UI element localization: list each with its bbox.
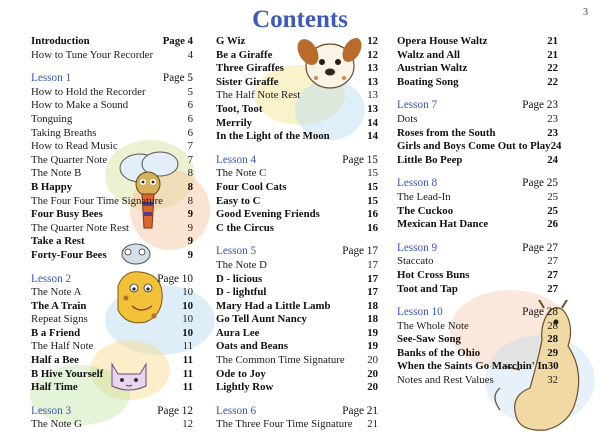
toc-spacer	[216, 144, 378, 154]
toc-entry-page: 15	[367, 180, 378, 193]
toc-entry-title: The Half Note	[31, 340, 94, 353]
lesson-heading	[31, 405, 193, 419]
lesson-heading	[216, 245, 378, 259]
toc-entry-title: The Common Time Signature	[216, 354, 345, 367]
toc-entry-page: 15	[367, 194, 378, 207]
toc-entry-page: 9	[187, 248, 193, 261]
toc-entry	[216, 181, 378, 195]
toc-entry-page: 20	[367, 367, 378, 380]
toc-entry	[31, 354, 193, 368]
toc-entry-page: 10	[182, 313, 193, 326]
toc-spacer	[216, 395, 378, 405]
toc-entry-title: Oats and Beans	[216, 340, 288, 353]
toc-entry-title: Lesson 5	[216, 245, 257, 258]
toc-entry-title: B Happy	[31, 180, 73, 193]
toc-entry-page: 19	[367, 326, 378, 339]
toc-entry-title: Easy to C	[216, 194, 261, 207]
toc-entry-title: Hot Cross Buns	[397, 268, 470, 281]
toc-entry	[397, 283, 558, 297]
page-number: 3	[583, 7, 588, 18]
toc-entry-title: Roses from the South	[397, 126, 496, 139]
toc-entry-page: 7	[187, 153, 193, 166]
toc-entry-title: The Quarter Note Rest	[31, 221, 130, 234]
toc-entry	[31, 286, 193, 300]
toc-entry-page: 11	[182, 381, 193, 394]
toc-entry-title: Boating Song	[397, 75, 459, 88]
toc-entry-title: Take a Rest	[31, 235, 85, 248]
toc-column-3	[397, 35, 562, 388]
toc-entry	[397, 374, 558, 388]
toc-entry-title: When the Saints Go Marchin' In	[397, 360, 548, 373]
toc-entry-page: 6	[187, 112, 193, 125]
toc-entry-title: Four Busy Bees	[31, 208, 103, 221]
toc-entry	[397, 205, 558, 219]
lesson-heading	[216, 154, 378, 168]
toc-entry-page: 8	[187, 180, 193, 193]
toc-entry-page: 10	[182, 286, 193, 299]
toc-entry	[31, 113, 193, 127]
toc-entry-page: 23	[547, 112, 558, 125]
toc-spacer	[31, 263, 193, 273]
toc-entry-page: 14	[367, 130, 378, 143]
toc-entry	[216, 49, 378, 63]
toc-entry-title: Staccato	[397, 255, 434, 268]
toc-entry-page: 10	[182, 326, 193, 339]
toc-entry-title: Lesson 4	[216, 153, 257, 166]
toc-entry-page: 25	[547, 190, 558, 203]
toc-entry	[31, 300, 193, 314]
toc-entry	[397, 333, 558, 347]
toc-entry-page: 25	[547, 204, 558, 217]
toc-entry	[397, 62, 558, 76]
toc-entry	[397, 255, 558, 269]
toc-entry-title: D - licious	[216, 272, 263, 285]
toc-entry-title: D - lightful	[216, 286, 267, 299]
toc-entry-title: Good Evening Friends	[216, 208, 320, 221]
toc-entry-title: The Quarter Note	[31, 153, 108, 166]
toc-entry-page: 30	[547, 360, 559, 373]
toc-entry	[216, 273, 378, 287]
toc-entry	[216, 286, 378, 300]
toc-entry-page: 21	[547, 48, 558, 61]
toc-entry-title: The Half Note Rest	[216, 89, 301, 102]
toc-entry-title: B Hive Yourself	[31, 367, 104, 380]
toc-entry-page: 21	[547, 35, 558, 47]
toc-entry-title: Half Time	[31, 381, 78, 394]
toc-entry-page: 16	[367, 221, 378, 234]
toc-entry-title: The Note B	[31, 167, 82, 180]
toc-entry	[216, 167, 378, 181]
toc-entry	[397, 360, 558, 374]
toc-entry-title: Lesson 6	[216, 404, 257, 417]
toc-entry-page: 24	[547, 153, 558, 166]
toc-entry-title: The A Train	[31, 299, 87, 312]
toc-entry	[31, 99, 193, 113]
lesson-heading	[31, 273, 193, 287]
toc-entry	[397, 154, 558, 168]
toc-entry-page: 6	[187, 99, 193, 112]
toc-entry	[31, 167, 193, 181]
toc-entry-title: Half a Bee	[31, 354, 79, 367]
toc-entry-page: Page 17	[342, 245, 378, 258]
toc-entry-title: Repeat Signs	[31, 313, 88, 326]
toc-entry-title: The Three Four Time Signature	[216, 418, 353, 431]
toc-entry-page: 27	[547, 255, 558, 268]
toc-entry	[216, 340, 378, 354]
toc-entry-title: Merrily	[216, 116, 252, 129]
toc-entry	[216, 130, 378, 144]
toc-entry-title: Taking Breaths	[31, 126, 97, 139]
toc-entry-title: Lesson 8	[397, 177, 438, 190]
toc-entry-page: Page 28	[522, 306, 558, 319]
toc-entry-page: Page 25	[522, 177, 558, 190]
toc-entry	[397, 269, 558, 283]
toc-entry-title: In the Light of the Moon	[216, 130, 330, 143]
toc-entry-page: 6	[187, 126, 193, 139]
toc-entry-page: 10	[182, 299, 193, 312]
lesson-heading	[216, 405, 378, 419]
toc-entry	[397, 76, 558, 90]
toc-entry-page: 29	[547, 346, 558, 359]
toc-entry-title: The Four Four Time Signature	[31, 194, 163, 207]
toc-column-2	[216, 35, 378, 432]
toc-entry-title: Aura Lee	[216, 326, 260, 339]
toc-entry	[397, 140, 562, 154]
toc-entry-title: Introduction	[31, 35, 90, 47]
toc-entry-title: Opera House Waltz	[397, 35, 488, 47]
toc-entry-page: 13	[367, 89, 378, 102]
toc-entry-page: 11	[182, 340, 193, 353]
toc-entry-page: Page 10	[157, 272, 193, 285]
toc-entry-page: 12	[367, 48, 378, 61]
toc-entry-title: Sister Giraffe	[216, 75, 279, 88]
toc-entry	[216, 222, 378, 236]
toc-spacer	[397, 232, 558, 242]
toc-entry-title: How to Hold the Recorder	[31, 85, 146, 98]
toc-entry	[31, 249, 193, 263]
toc-entry-page: 22	[547, 62, 558, 75]
toc-entry-title: Four Cool Cats	[216, 180, 287, 193]
toc-entry	[397, 218, 558, 232]
lesson-heading	[397, 242, 558, 256]
toc-entry-page: 13	[367, 102, 378, 115]
toc-entry	[216, 381, 378, 395]
toc-entry-title: C the Circus	[216, 221, 274, 234]
toc-entry-page: 32	[547, 374, 558, 387]
toc-entry-page: 24	[550, 140, 562, 153]
toc-entry-page: 20	[367, 381, 378, 394]
lesson-heading	[31, 72, 193, 86]
toc-entry-page: Page 5	[162, 72, 193, 85]
toc-entry-page: Page 21	[342, 404, 378, 417]
toc-entry	[397, 347, 558, 361]
lesson-heading	[397, 99, 558, 113]
toc-entry-page: 9	[187, 235, 193, 248]
toc-entry-page: 9	[187, 221, 193, 234]
toc-entry-title: Lightly Row	[216, 381, 274, 394]
toc-entry	[31, 327, 193, 341]
page-title: Contents	[252, 6, 348, 33]
toc-entry-title: Banks of the Ohio	[397, 346, 481, 359]
toc-entry	[31, 127, 193, 141]
toc-entry-title: Notes and Rest Values	[397, 374, 494, 387]
toc-entry	[31, 49, 193, 63]
toc-column-1	[31, 35, 193, 432]
toc-entry-page: 15	[367, 167, 378, 180]
toc-entry-page: 21	[367, 418, 378, 431]
toc-entry-page: 28	[547, 319, 558, 332]
toc-entry	[31, 235, 193, 249]
toc-entry-page: 18	[367, 313, 378, 326]
toc-entry-page: 19	[367, 340, 378, 353]
toc-entry	[216, 368, 378, 382]
lesson-heading	[397, 306, 558, 320]
toc-entry-title: Forty-Four Bees	[31, 248, 107, 261]
toc-entry-page: 26	[547, 218, 558, 231]
toc-entry-title: The Whole Note	[397, 319, 469, 332]
toc-entry	[216, 327, 378, 341]
toc-entry-page: 20	[367, 354, 378, 367]
toc-entry	[216, 208, 378, 222]
toc-entry-title: Lesson 2	[31, 272, 72, 285]
toc-entry-title: Lesson 9	[397, 241, 438, 254]
lesson-heading	[397, 177, 558, 191]
toc-entry-title: The Cuckoo	[397, 204, 454, 217]
toc-entry-page: Page 23	[522, 99, 558, 112]
toc-spacer	[31, 62, 193, 72]
toc-entry-title: Toot and Tap	[397, 282, 458, 295]
toc-entry	[216, 117, 378, 131]
toc-entry	[31, 340, 193, 354]
toc-entry-page: 8	[187, 167, 193, 180]
toc-entry	[397, 191, 558, 205]
toc-entry-page: 13	[367, 75, 378, 88]
toc-entry-title: Lesson 7	[397, 99, 438, 112]
toc-entry-title: Mary Had a Little Lamb	[216, 299, 331, 312]
toc-entry-page: 9	[187, 208, 193, 221]
toc-entry-title: The Note A	[31, 286, 82, 299]
toc-entry	[216, 259, 378, 273]
toc-entry-title: Dots	[397, 112, 418, 125]
toc-entry-page: 28	[547, 333, 558, 346]
toc-entry-title: Be a Giraffe	[216, 48, 273, 61]
toc-entry	[31, 195, 193, 209]
toc-entry-title: Lesson 10	[397, 306, 443, 319]
toc-entry-page: 27	[547, 282, 558, 295]
toc-entry-title: Ode to Joy	[216, 367, 266, 380]
toc-entry	[397, 127, 558, 141]
toc-entry-page: 16	[367, 208, 378, 221]
toc-entry	[216, 195, 378, 209]
toc-entry	[216, 313, 378, 327]
toc-entry-page: 8	[187, 194, 193, 207]
toc-entry-title: Waltz and All	[397, 48, 460, 61]
toc-entry-title: The Lead-In	[397, 190, 451, 203]
toc-entry	[397, 35, 558, 49]
toc-entry-title: How to Read Music	[31, 140, 118, 153]
toc-entry	[31, 313, 193, 327]
toc-entry	[216, 76, 378, 90]
toc-entry-title: Tonguing	[31, 112, 73, 125]
toc-entry	[216, 35, 378, 49]
toc-entry-title: Toot, Toot	[216, 102, 263, 115]
toc-entry-page: 7	[187, 140, 193, 153]
toc-entry-page: 22	[547, 75, 558, 88]
toc-entry	[216, 354, 378, 368]
toc-entry	[31, 86, 193, 100]
toc-entry-title: The Note D	[216, 258, 267, 271]
toc-entry	[31, 418, 193, 432]
toc-entry-page: 17	[367, 286, 378, 299]
toc-entry-title: How to Tune Your Recorder	[31, 48, 154, 61]
toc-entry-page: Page 27	[522, 241, 558, 254]
toc-spacer	[216, 235, 378, 245]
toc-spacer	[397, 296, 558, 306]
toc-entry-page: 4	[187, 48, 193, 61]
toc-entry-page: 23	[547, 126, 558, 139]
toc-entry-page: 12	[182, 418, 193, 431]
toc-entry-title: Austrian Waltz	[397, 62, 468, 75]
toc-spacer	[397, 89, 558, 99]
toc-entry	[31, 140, 193, 154]
toc-entry	[216, 89, 378, 103]
toc-entry	[31, 35, 193, 49]
toc-entry-page: 18	[367, 299, 378, 312]
toc-entry	[216, 103, 378, 117]
toc-entry-title: Mexican Hat Dance	[397, 218, 489, 231]
toc-entry-page: Page 12	[157, 404, 193, 417]
toc-entry-title: The Note G	[31, 418, 82, 431]
toc-entry-title: The Note C	[216, 167, 267, 180]
toc-entry	[31, 222, 193, 236]
toc-entry-title: Go Tell Aunt Nancy	[216, 313, 307, 326]
toc-entry	[397, 320, 558, 334]
toc-entry-page: Page 4	[162, 35, 193, 47]
toc-entry-page: 11	[182, 354, 193, 367]
toc-entry	[216, 300, 378, 314]
toc-spacer	[397, 167, 558, 177]
toc-entry	[31, 181, 193, 195]
toc-entry-title: B a Friend	[31, 326, 81, 339]
toc-entry	[216, 418, 378, 432]
toc-entry-page: 17	[367, 272, 378, 285]
toc-entry	[31, 154, 193, 168]
toc-entry	[31, 381, 193, 395]
toc-entry-page: 14	[367, 116, 378, 129]
toc-entry-title: Lesson 1	[31, 72, 72, 85]
toc-entry-title: Three Giraffes	[216, 62, 284, 75]
toc-entry	[31, 368, 193, 382]
toc-entry-page: 13	[367, 62, 378, 75]
toc-entry-title: See-Saw Song	[397, 333, 461, 346]
toc-entry-title: Lesson 3	[31, 404, 72, 417]
toc-entry-title: How to Make a Sound	[31, 99, 129, 112]
toc-entry-title: Little Bo Peep	[397, 153, 463, 166]
toc-spacer	[31, 395, 193, 405]
toc-entry-page: 17	[367, 258, 378, 271]
toc-entry	[216, 62, 378, 76]
toc-entry-page: 11	[182, 367, 193, 380]
toc-entry-page: 5	[187, 85, 193, 98]
toc-entry	[397, 49, 558, 63]
toc-entry-page: 27	[547, 268, 558, 281]
toc-entry-page: Page 15	[342, 153, 378, 166]
toc-entry-page: 12	[367, 35, 378, 47]
toc-entry	[31, 208, 193, 222]
toc-entry-title: Girls and Boys Come Out to Play	[397, 140, 551, 153]
toc-entry	[397, 113, 558, 127]
toc-entry-title: G Wiz	[216, 35, 246, 47]
